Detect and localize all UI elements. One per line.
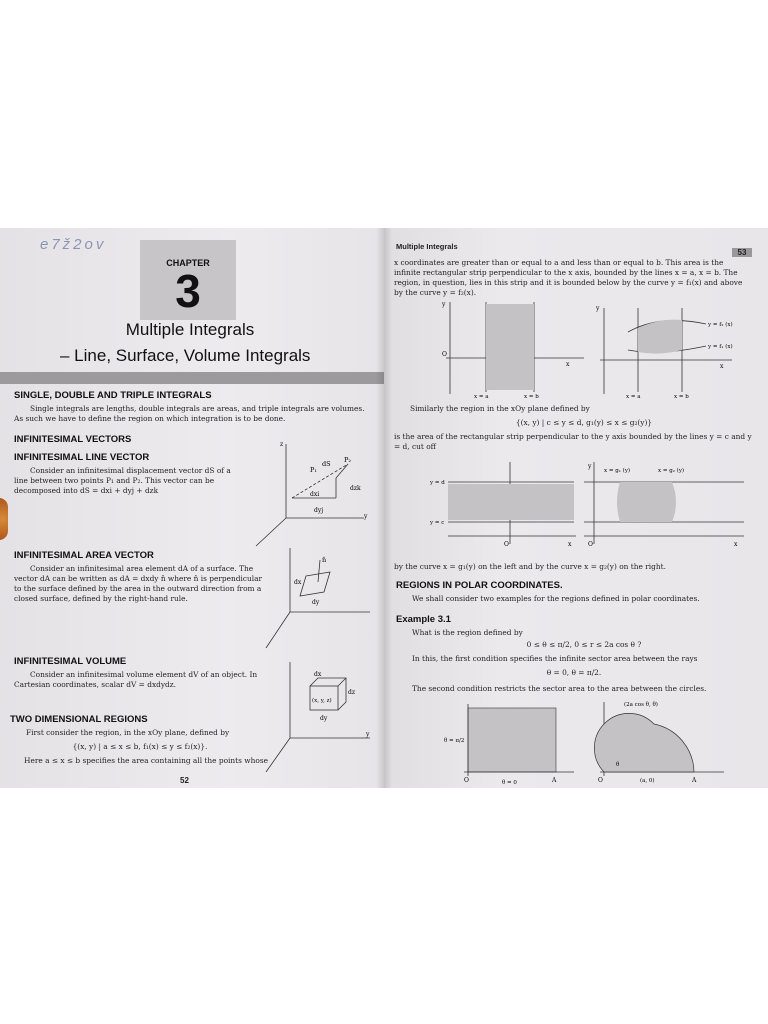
title-rule: [0, 372, 384, 384]
fig-label-dx: dx: [294, 579, 302, 586]
fig-label-p2: P₂: [344, 456, 351, 464]
volume-text: Consider an infinitesimal volume element dV of an object. In Cartesian coordinates, scalar dV = dxdydz.: [14, 670, 258, 689]
fig-x-y2: y: [596, 305, 600, 312]
heading-area-vector: INFINITESIMAL AREA VECTOR: [14, 550, 154, 561]
fig-p-a2: A: [692, 777, 697, 784]
fig-x-a1: x = a: [474, 394, 489, 400]
fig-label-dz: dz: [348, 689, 356, 696]
regions-text2: Here a ≤ x ≤ b specifies the area containing all the points whose: [24, 756, 268, 765]
single-integrals-text: Single integrals are lengths, double integrals are areas, and triple integrals are volumes. As such we have to define the region on which integration is to be done.: [14, 404, 365, 423]
fig-p-a0: (a, 0): [640, 778, 655, 784]
x-strip-figures: [420, 300, 760, 400]
fig-label-dy: dy: [312, 599, 320, 606]
fig-label-vy: y: [366, 731, 370, 738]
fig-label-dyj: dyj: [314, 507, 324, 514]
fig-x-a2: x = a: [626, 394, 641, 400]
heading-infinitesimal-vectors: INFINITESIMAL VECTORS: [14, 434, 132, 445]
fig-y-x2: x: [734, 541, 738, 548]
fig-y-o1: O: [504, 541, 509, 548]
y-strip-figures: [430, 460, 744, 560]
fig-y-g2: x = g₂ (y): [658, 468, 685, 474]
fig-y-d: y = d: [430, 480, 445, 486]
left-page-number: 52: [180, 776, 189, 785]
fig-y-x1: x: [568, 541, 572, 548]
curve-text: by the curve x = g₁(y) on the left and by the curve x = g₂(y) on the right.: [394, 562, 666, 571]
fig-label-vdx: dx: [314, 671, 322, 678]
fig-y-g1: x = g₁ (y): [604, 468, 631, 474]
fig-p-theta0: θ = 0: [502, 780, 517, 786]
strip-text: is the area of the rectangular strip perpendicular to the y axis bounded by the lines y = c and y = d, cut off: [394, 432, 752, 451]
fig-y-o2: O: [588, 541, 593, 548]
fig-p-o2: O: [598, 777, 603, 784]
regions-text: First consider the region, in the xOy plane, defined by: [26, 728, 230, 737]
example-equation2: θ = 0, θ = π/2.: [546, 668, 602, 677]
fig-label-dxi: dxi: [310, 491, 320, 498]
fig-label-z: z: [280, 441, 284, 448]
handwriting: e7ž2ov: [40, 236, 107, 253]
heading-single-double-triple: SINGLE, DOUBLE AND TRIPLE INTEGRALS: [14, 390, 212, 401]
fig-x-b2: x = b: [674, 394, 689, 400]
example-heading: Example 3.1: [396, 614, 451, 625]
right-page: [384, 228, 768, 788]
fig-label-vdy: dy: [320, 715, 328, 722]
fig-y-y2: y: [588, 463, 592, 470]
fig-label-xyz: (x, y, z): [312, 698, 332, 704]
fig-x-y1: y: [442, 301, 446, 308]
area-vector-figure: [262, 542, 372, 652]
heading-2d-regions: TWO DIMENSIONAL REGIONS: [10, 714, 148, 725]
polar-figures: [444, 698, 754, 788]
chapter-title-line2: – Line, Surface, Volume Integrals: [60, 346, 311, 365]
example-text1: In this, the first condition specifies the infinite sector area between the rays: [412, 654, 698, 663]
right-page-number: 53: [732, 248, 752, 257]
polar-text: We shall consider two examples for the regions defined in polar coordinates.: [412, 594, 700, 603]
volume-figure: [262, 658, 372, 778]
fig-x-x1: x: [566, 361, 570, 368]
fig-x-b1: x = b: [524, 394, 539, 400]
fig-label-p1: P₁: [310, 466, 317, 474]
fig-p-theta: θ: [616, 762, 620, 768]
line-vector-text: Consider an infinitesimal displacement vector dS of a line between two points P₁ and P₂. This vector can be decomposed into dS = dxi + dyj + dzk: [14, 466, 231, 495]
fig-x-x2: x: [720, 363, 724, 370]
fig-label-n: n̂: [322, 556, 327, 564]
book-spread-photo: [0, 228, 768, 788]
fig-y-c: y = c: [430, 520, 445, 526]
fig-x-f2: y = f₂ (x): [708, 322, 733, 328]
similarly-equation: {(x, y) | c ≤ y ≤ d, g₁(y) ≤ x ≤ g₂(y)}: [515, 418, 653, 427]
fig-x-f1: y = f₁ (x): [708, 344, 733, 350]
example-text2: The second condition restricts the sector area to the area between the circles.: [412, 684, 707, 693]
chapter-title-line1: Multiple Integrals: [125, 320, 255, 339]
fig-p-pi2: θ = π/2: [444, 738, 465, 744]
book-spine: [376, 228, 392, 788]
fig-label-y: y: [364, 513, 368, 520]
fig-label-dzk: dzk: [350, 485, 361, 492]
area-vector-text: Consider an infinitesimal area element dA of a surface. The vector dA can be written as dA = dxdy n̂ where n̂ is perpendicular to the surface defined by the area in the outward direction from a closed surface, defined by the right-hand rule.: [14, 564, 263, 603]
heading-line-vector: INFINITESIMAL LINE VECTOR: [14, 452, 150, 463]
example-question: What is the region defined by: [412, 628, 523, 637]
fig-label-ds: dS: [322, 460, 331, 468]
heading-volume: INFINITESIMAL VOLUME: [14, 656, 127, 667]
fig-p-a1: A: [552, 777, 557, 784]
left-page: [0, 228, 384, 788]
heading-polar: REGIONS IN POLAR COORDINATES.: [396, 580, 563, 591]
fig-p-pt: (2a cos θ, θ): [624, 702, 658, 708]
running-header: Multiple Integrals: [396, 242, 458, 251]
chapter-number: 3: [175, 265, 201, 317]
similarly-text: Similarly the region in the xOy plane defined by: [410, 404, 590, 413]
fig-p-o1: O: [464, 777, 469, 784]
fig-x-o1: O: [442, 351, 447, 358]
example-equation: 0 ≤ θ ≤ π/2, 0 ≤ r ≤ 2a cos θ ?: [526, 640, 642, 649]
regions-equation: {(x, y) | a ≤ x ≤ b, f₁(x) ≤ y ≤ f₂(x)}.: [72, 742, 208, 751]
chapter-label: CHAPTER: [166, 258, 210, 268]
line-vector-figure: [252, 434, 372, 554]
intro-text: x coordinates are greater than or equal to a and less than or equal to b. This area is the infinite rectangular strip perpendicular to the x axis, bounded by the lines x = a, x = b. The region, in question, lies in this strip and it is bounded below by the curve y = f₁(x) and above by the curve y = f₂(x).: [394, 258, 743, 297]
thumb-finger: [0, 498, 8, 540]
